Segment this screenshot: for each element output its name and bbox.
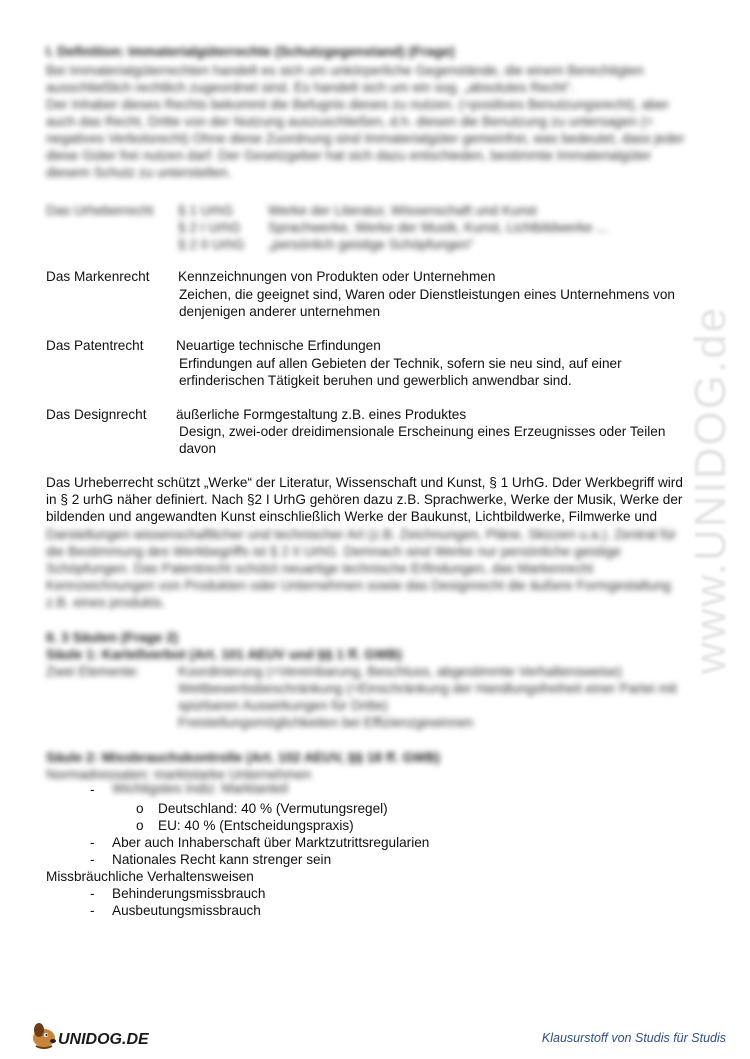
summary-line: die Bestimmung des Werkbegriffs ist § 2 II UrhG. Demnach sind Werke nur persönliche geistige	[46, 544, 621, 559]
designrecht-label: Das Designrecht	[46, 407, 147, 422]
saeule1-item: Wettbewerbsbeschränkung (=Einschränkung der Handlungsfreiheit einer Partei mit	[178, 681, 677, 696]
markenrecht-line3: denjenigen anderer unternehmen	[179, 304, 381, 319]
dog-icon	[30, 1016, 160, 1052]
saeule1-heading: Säule 1: Kartellverbot (Art. 101 AEUV und §§ 1 ff. GWB)	[46, 647, 403, 662]
markenrecht-row	[46, 303, 706, 320]
bullet-dash: -	[90, 782, 95, 797]
intro-line: ausschließlich rechtlich zugeordnet sind. Es handelt sich um ein sog. „absolutes Recht“.	[46, 80, 575, 95]
urheberrecht-label: Das Urheberrecht	[46, 203, 154, 218]
urheberrecht-text: Sprachwerke, Werke der Musik, Kunst, Lichtbildwerke ...	[268, 220, 608, 235]
designrecht-row	[46, 423, 706, 440]
patentrecht-label: Das Patentrecht	[46, 338, 144, 353]
normadressaten: Normadressaten: marktstarke Unternehmen	[46, 767, 312, 782]
sub-bullet-item: EU: 40 % (Entscheidungspraxis)	[158, 818, 354, 833]
summary-line: bildenden und angewandten Kunst einschließlich Werke der Baukunst, Lichtbildwerke, Filmwerke und	[46, 509, 658, 524]
intro-line: Bei Immaterialgüterrechten handelt es sich um unkörperliche Gegenstände, die einem Berechtigten	[46, 63, 644, 78]
markenrecht-line1: Kennzeichnungen von Produkten oder Unternehmen	[178, 269, 496, 284]
urheberrecht-text: „persönlich geistige Schöpfungen“	[268, 237, 474, 252]
summary-line: z.B. eines produkts.	[46, 595, 166, 610]
urheberrecht-ref: § 2 I UrhG	[178, 220, 241, 235]
sub-bullet-marker: o	[136, 801, 144, 816]
urheberrecht-text: Werke der Literatur, Wissenschaft und Kunst	[268, 203, 537, 218]
markenrecht-row	[46, 286, 706, 303]
markenrecht-label: Das Markenrecht	[46, 269, 150, 284]
bullet-item: Aber auch Inhaberschaft über Marktzutrittsregularien	[112, 835, 430, 850]
designrecht-row	[46, 406, 706, 423]
logo-text: UNIDOG.DE	[58, 1031, 149, 1048]
urheberrecht-row	[46, 219, 706, 236]
summary-line: Kennzeichnungen von Produkten oder Unternehmen sowie das Designrecht die äußere Formgestaltung	[46, 578, 671, 593]
verhalten-item: Behinderungsmissbrauch	[112, 886, 266, 901]
footer-tagline: Klausurstoff von Studis für Studis	[541, 1031, 726, 1045]
patentrecht-row	[46, 337, 706, 354]
markenrecht-line2: Zeichen, die geeignet sind, Waren oder Dienstleistungen eines Unternehmens von	[179, 287, 675, 302]
intro-line: diesem Schutz zu unterstellen.	[46, 165, 232, 180]
markenrecht-row	[46, 268, 706, 285]
designrecht-line3: davon	[179, 441, 217, 456]
intro-line: auch das Recht, Dritte von der Nutzung auszuschließen, d.h. diesen die Benutzung zu untersagen (=	[46, 114, 654, 129]
bullet-item: Nationales Recht kann strenger sein	[112, 852, 332, 867]
bullet-dash: -	[90, 852, 95, 867]
summary-line: Schöpfungen. Das Patentrecht schützt neuartige technische Erfindungen, das Markenrecht	[46, 561, 594, 576]
designrecht-line2: Design, zwei-oder dreidimensionale Erscheinung eines Erzeugnisses oder Teilen	[179, 424, 666, 439]
saeule2-heading: Säule 2: Missbrauchskontrolle (Art. 102 AEUV, §§ 18 ff. GWB)	[46, 750, 441, 765]
verhalten-item: Ausbeutungsmissbrauch	[112, 903, 261, 918]
patentrecht-row	[46, 355, 706, 372]
patentrecht-line2: Erfindungen auf allen Gebieten der Technik, sofern sie neu sind, auf einer	[179, 356, 622, 371]
unidog-logo[interactable]	[30, 1016, 160, 1052]
first-bullet-blurred: Wichtigstes Indiz: Marktanteil	[112, 781, 289, 796]
summary-line: Darstellungen wissenschaftlicher und technischer Art (z.B. Zeichnungen, Pläne, Skizzen u.a.). Zentral für	[46, 527, 677, 542]
summary-line: Das Urheberrecht schützt „Werke“ der Literatur, Wissenschaft und Kunst, § 1 UrhG. Dder Werkbegriff wird	[46, 475, 683, 490]
section1-heading: I. Definition: Immaterialgüterrechte (Schutzgegenstand) (Frage)	[46, 44, 455, 59]
intro-line: negatives Verbotsrecht) Ohne diese Zuordnung sind Immaterialgüter gemeinfrei, was bedeutet, dass jeder	[46, 131, 685, 146]
urheberrecht-ref: § 1 UrhG	[178, 203, 234, 218]
saeule1-label: Zwei Elemente:	[46, 664, 140, 679]
verhalten-label: Missbräuchliche Verhaltensweisen	[46, 869, 254, 884]
sub-bullet-item: Deutschland: 40 % (Vermutungsregel)	[158, 801, 388, 816]
designrecht-line1: äußerliche Formgestaltung z.B. eines Produktes	[176, 407, 467, 422]
urheberrecht-row	[46, 236, 706, 253]
patentrecht-line1: Neuartige technische Erfindungen	[176, 338, 381, 353]
saeule1-item: spürbaren Auswirkungen für Dritte)	[178, 698, 389, 713]
section2-heading: II. 3 Säulen (Frage 2)	[46, 630, 179, 645]
patentrecht-line3: erfinderischen Tätigkeit beruhen und gewerblich anwendbar sind.	[179, 373, 572, 388]
saeule1-item: Koordinierung (=Vereinbarung, Beschluss, abgestimmte Verhaltensweise)	[178, 664, 622, 679]
designrecht-row	[46, 440, 706, 457]
bullet-dash: -	[90, 903, 95, 918]
bullet-dash: -	[90, 835, 95, 850]
summary-blurred-paragraph	[46, 526, 706, 611]
watermark	[686, 245, 736, 735]
saeule1-item: Freistellungsmöglichkeiten bei Effizienzgewinnen	[178, 715, 474, 730]
summary-paragraph	[46, 474, 706, 525]
summary-line: in § 2 urhG näher definiert. Nach §2 I UrhG gehören dazu z.B. Sprachwerke, Werke der Musik, Werke der	[46, 492, 683, 507]
intro-line: diese Güter frei nutzen darf. Der Gesetzgeber hat sich dazu entschieden, bestimmte Immaterialgüter	[46, 148, 652, 163]
intro-paragraph	[46, 62, 706, 181]
sub-bullet-marker: o	[136, 818, 144, 833]
patentrecht-row	[46, 372, 706, 389]
intro-line: Der Inhaber dieses Rechts bekommt die Befugnis dieses zu nutzen. (=positives Benutzungsrecht), aber	[46, 97, 670, 112]
urheberrecht-row	[46, 202, 706, 219]
watermark-text: www.UNIDOG.de	[686, 305, 735, 675]
bullet-dash: -	[90, 886, 95, 901]
urheberrecht-ref: § 2 II UrhG	[178, 237, 245, 252]
